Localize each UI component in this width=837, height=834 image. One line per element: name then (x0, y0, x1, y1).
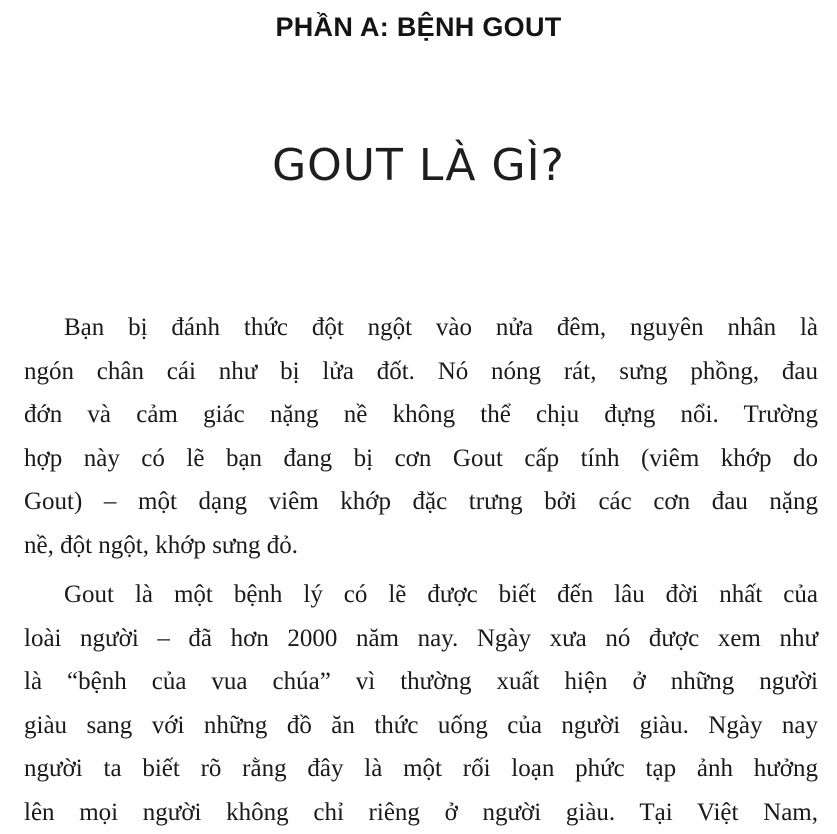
paragraph-1-line-6: nề, đột ngột, khớp sưng đỏ. (24, 524, 818, 568)
paragraph-2-line-3: là “bệnh của vua chúa” vì thường xuất hiện ở những người (24, 660, 818, 704)
paragraph-1 (24, 306, 818, 567)
paragraph-2-line-5: người ta biết rõ rằng đây là một rối loạn phức tạp ảnh hưởng (24, 747, 818, 791)
paragraph-1-line-3: đớn và cảm giác nặng nề không thể chịu đựng nổi. Trường (24, 393, 818, 437)
paragraph-2-line-6: lên mọi người không chỉ riêng ở người giàu. Tại Việt Nam, (24, 791, 818, 834)
paragraph-1-line-5: Gout) – một dạng viêm khớp đặc trưng bởi các cơn đau nặng (24, 480, 818, 524)
paragraph-1-line-2: ngón chân cái như bị lửa đốt. Nó nóng rát, sưng phồng, đau (24, 350, 818, 394)
paragraph-1-line-1: Bạn bị đánh thức đột ngột vào nửa đêm, nguyên nhân là (24, 306, 818, 350)
paragraph-2-line-1: Gout là một bệnh lý có lẽ được biết đến lâu đời nhất của (24, 573, 818, 617)
paragraph-2-line-4: giàu sang với những đồ ăn thức uống của người giàu. Ngày nay (24, 704, 818, 748)
part-heading: PHẦN A: BỆNH GOUT (0, 12, 837, 43)
body-text (24, 306, 818, 834)
chapter-title: GOUT LÀ GÌ? (0, 140, 837, 191)
paragraph-2-line-2: loài người – đã hơn 2000 năm nay. Ngày xưa nó được xem như (24, 617, 818, 661)
paragraph-1-line-4: hợp này có lẽ bạn đang bị cơn Gout cấp tính (viêm khớp do (24, 437, 818, 481)
paragraph-2 (24, 573, 818, 834)
